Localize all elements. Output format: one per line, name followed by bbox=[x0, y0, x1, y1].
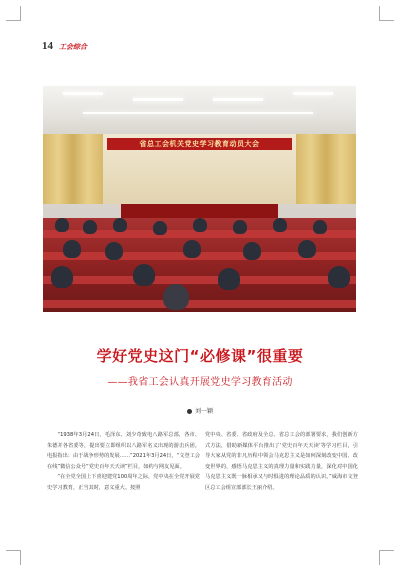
body-paragraph: “在全党全国上下喜迎建党100周年之际，党中央在全党开展党史学习教育，正当其时，意义重大。按照 bbox=[47, 474, 200, 491]
article-subtitle: ——我省工会认真开展党史学习教育活动 bbox=[107, 377, 293, 388]
body-column-right bbox=[205, 430, 358, 493]
meeting-photo bbox=[43, 86, 356, 312]
stage-curtain-left bbox=[43, 134, 103, 204]
crop-mark-bottom-right bbox=[379, 550, 394, 565]
author-byline bbox=[0, 406, 400, 415]
audience-area bbox=[43, 218, 356, 312]
body-column-left bbox=[47, 430, 200, 493]
page-number: 14 bbox=[42, 40, 53, 52]
body-paragraph: “1938年3月24日，毛泽东、刘少奇致电八路军总部，各市、朱德并各省委等，提出要立即组织以八路军名义出现的游击兵团。电报指出：由于战争形势的发展……”2021年3月24日，“文登工会在线”微信公众号“党史百年天天读”栏目，如约与网友见面。 bbox=[47, 432, 200, 470]
body-paragraph: 党中央、省委、省政府及全总、省总工会的部署要求，我们创新方式方法，借助新媒体平台推出了‘党史百年天天读’等学习栏目，引导大家从党的非凡历程中领会马克思主义是如何深刻改变中国、改变世界的，感悟马克思主义的真理力量和实践力量，深化对中国化马克思主义既一脉相承又与时俱进的理论品质的认识。”威海市文登区总工会组宣部部长王丽介绍。 bbox=[205, 432, 358, 491]
author-name: 刘一颖 bbox=[194, 408, 213, 415]
crop-mark-top-right bbox=[379, 6, 394, 21]
article-title: 学好党史这门“必修课”很重要 bbox=[96, 347, 304, 365]
column-name: 工会综合 bbox=[59, 43, 87, 51]
photo-ceiling bbox=[43, 86, 356, 134]
page-header bbox=[42, 40, 87, 52]
presidium-table bbox=[121, 204, 278, 218]
crop-mark-top-left bbox=[6, 6, 21, 21]
author-bullet-icon bbox=[187, 409, 192, 414]
crop-mark-bottom-left bbox=[6, 550, 21, 565]
meeting-banner: 省总工会机关党史学习教育动员大会 bbox=[107, 138, 292, 150]
stage-curtain-right bbox=[296, 134, 356, 204]
